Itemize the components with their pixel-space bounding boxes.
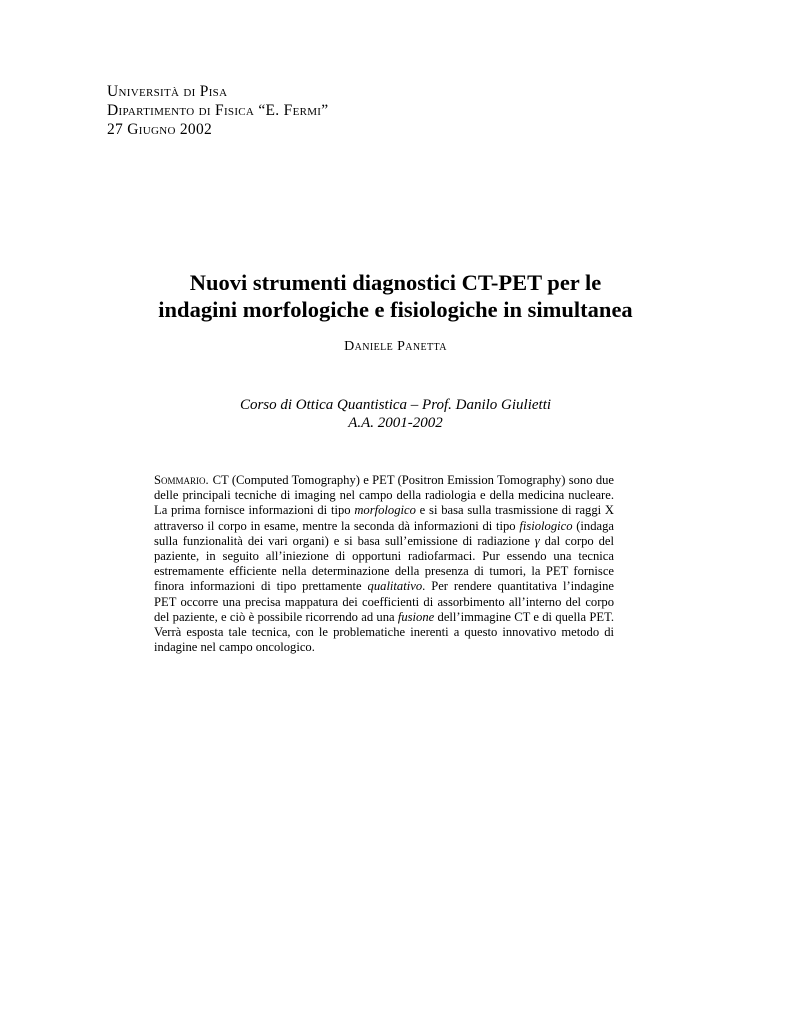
abstract-label: Sommario. xyxy=(154,473,209,487)
paper-title xyxy=(0,269,791,323)
abstract-text-2: e si basa sulla trasmissione di raggi X attraverso il corpo in esame, mentre la seconda dà informazioni di tipo xyxy=(154,503,615,533)
abstract-gamma-symbol: γ xyxy=(534,533,540,548)
abstract-emphasis-qualitativo: qualitativo xyxy=(367,579,423,594)
academic-year: A.A. 2001-2002 xyxy=(348,415,443,431)
affiliation-header xyxy=(107,82,328,139)
abstract-emphasis-fusione: fusione xyxy=(397,609,435,624)
abstract-text-4: dal corpo del paziente, in seguito all’iniezione di opportuni radiofarmaci. Pur essendo una tecnica estremamente efficiente nella determinazione della presenza di tumori, la PET fornisce finora informazioni di tipo prettamente xyxy=(154,533,615,594)
document-date: 27 Giugno 2002 xyxy=(107,121,213,138)
university-name: Università di Pisa xyxy=(107,83,228,100)
abstract-text-6: dell’immagine CT e di quella PET. Verrà esposta tale tecnica, con le problematiche inerenti a questo innovativo metodo di indagine nel campo oncologico. xyxy=(154,609,614,655)
paper-title-line-1: Nuovi strumenti diagnostici CT-PET per le xyxy=(189,270,602,295)
abstract-emphasis-morfologico: morfologico xyxy=(354,503,416,518)
abstract xyxy=(154,473,614,655)
paper-title-line-2: indagini morfologiche e fisiologiche in simultanea xyxy=(158,297,633,322)
course-title: Corso di Ottica Quantistica – Prof. Danilo Giulietti xyxy=(239,397,552,413)
abstract-emphasis-fisiologico: fisiologico xyxy=(519,518,573,533)
course-info xyxy=(0,396,791,432)
department-name: Dipartimento di Fisica “E. Fermi” xyxy=(107,102,329,119)
abstract-text-5: . Per rendere quantitativa l’indagine PET occorre una precisa mappatura dei coefficienti di assorbimento all’interno del corpo del paziente, e ciò è possibile ricorrendo ad una xyxy=(154,579,614,624)
abstract-text-1: CT (Computed Tomography) e PET (Positron Emission Tomography) sono due delle principali tecniche di imaging nel campo della radiologia e della medicina nucleare. La prima fornisce informazioni di tipo xyxy=(154,473,614,518)
abstract-text-3: (indaga sulla funzionalità dei vari organi) e si basa sull’emissione di radiazione xyxy=(154,518,614,548)
author-name: Daniele Panetta xyxy=(344,339,447,354)
